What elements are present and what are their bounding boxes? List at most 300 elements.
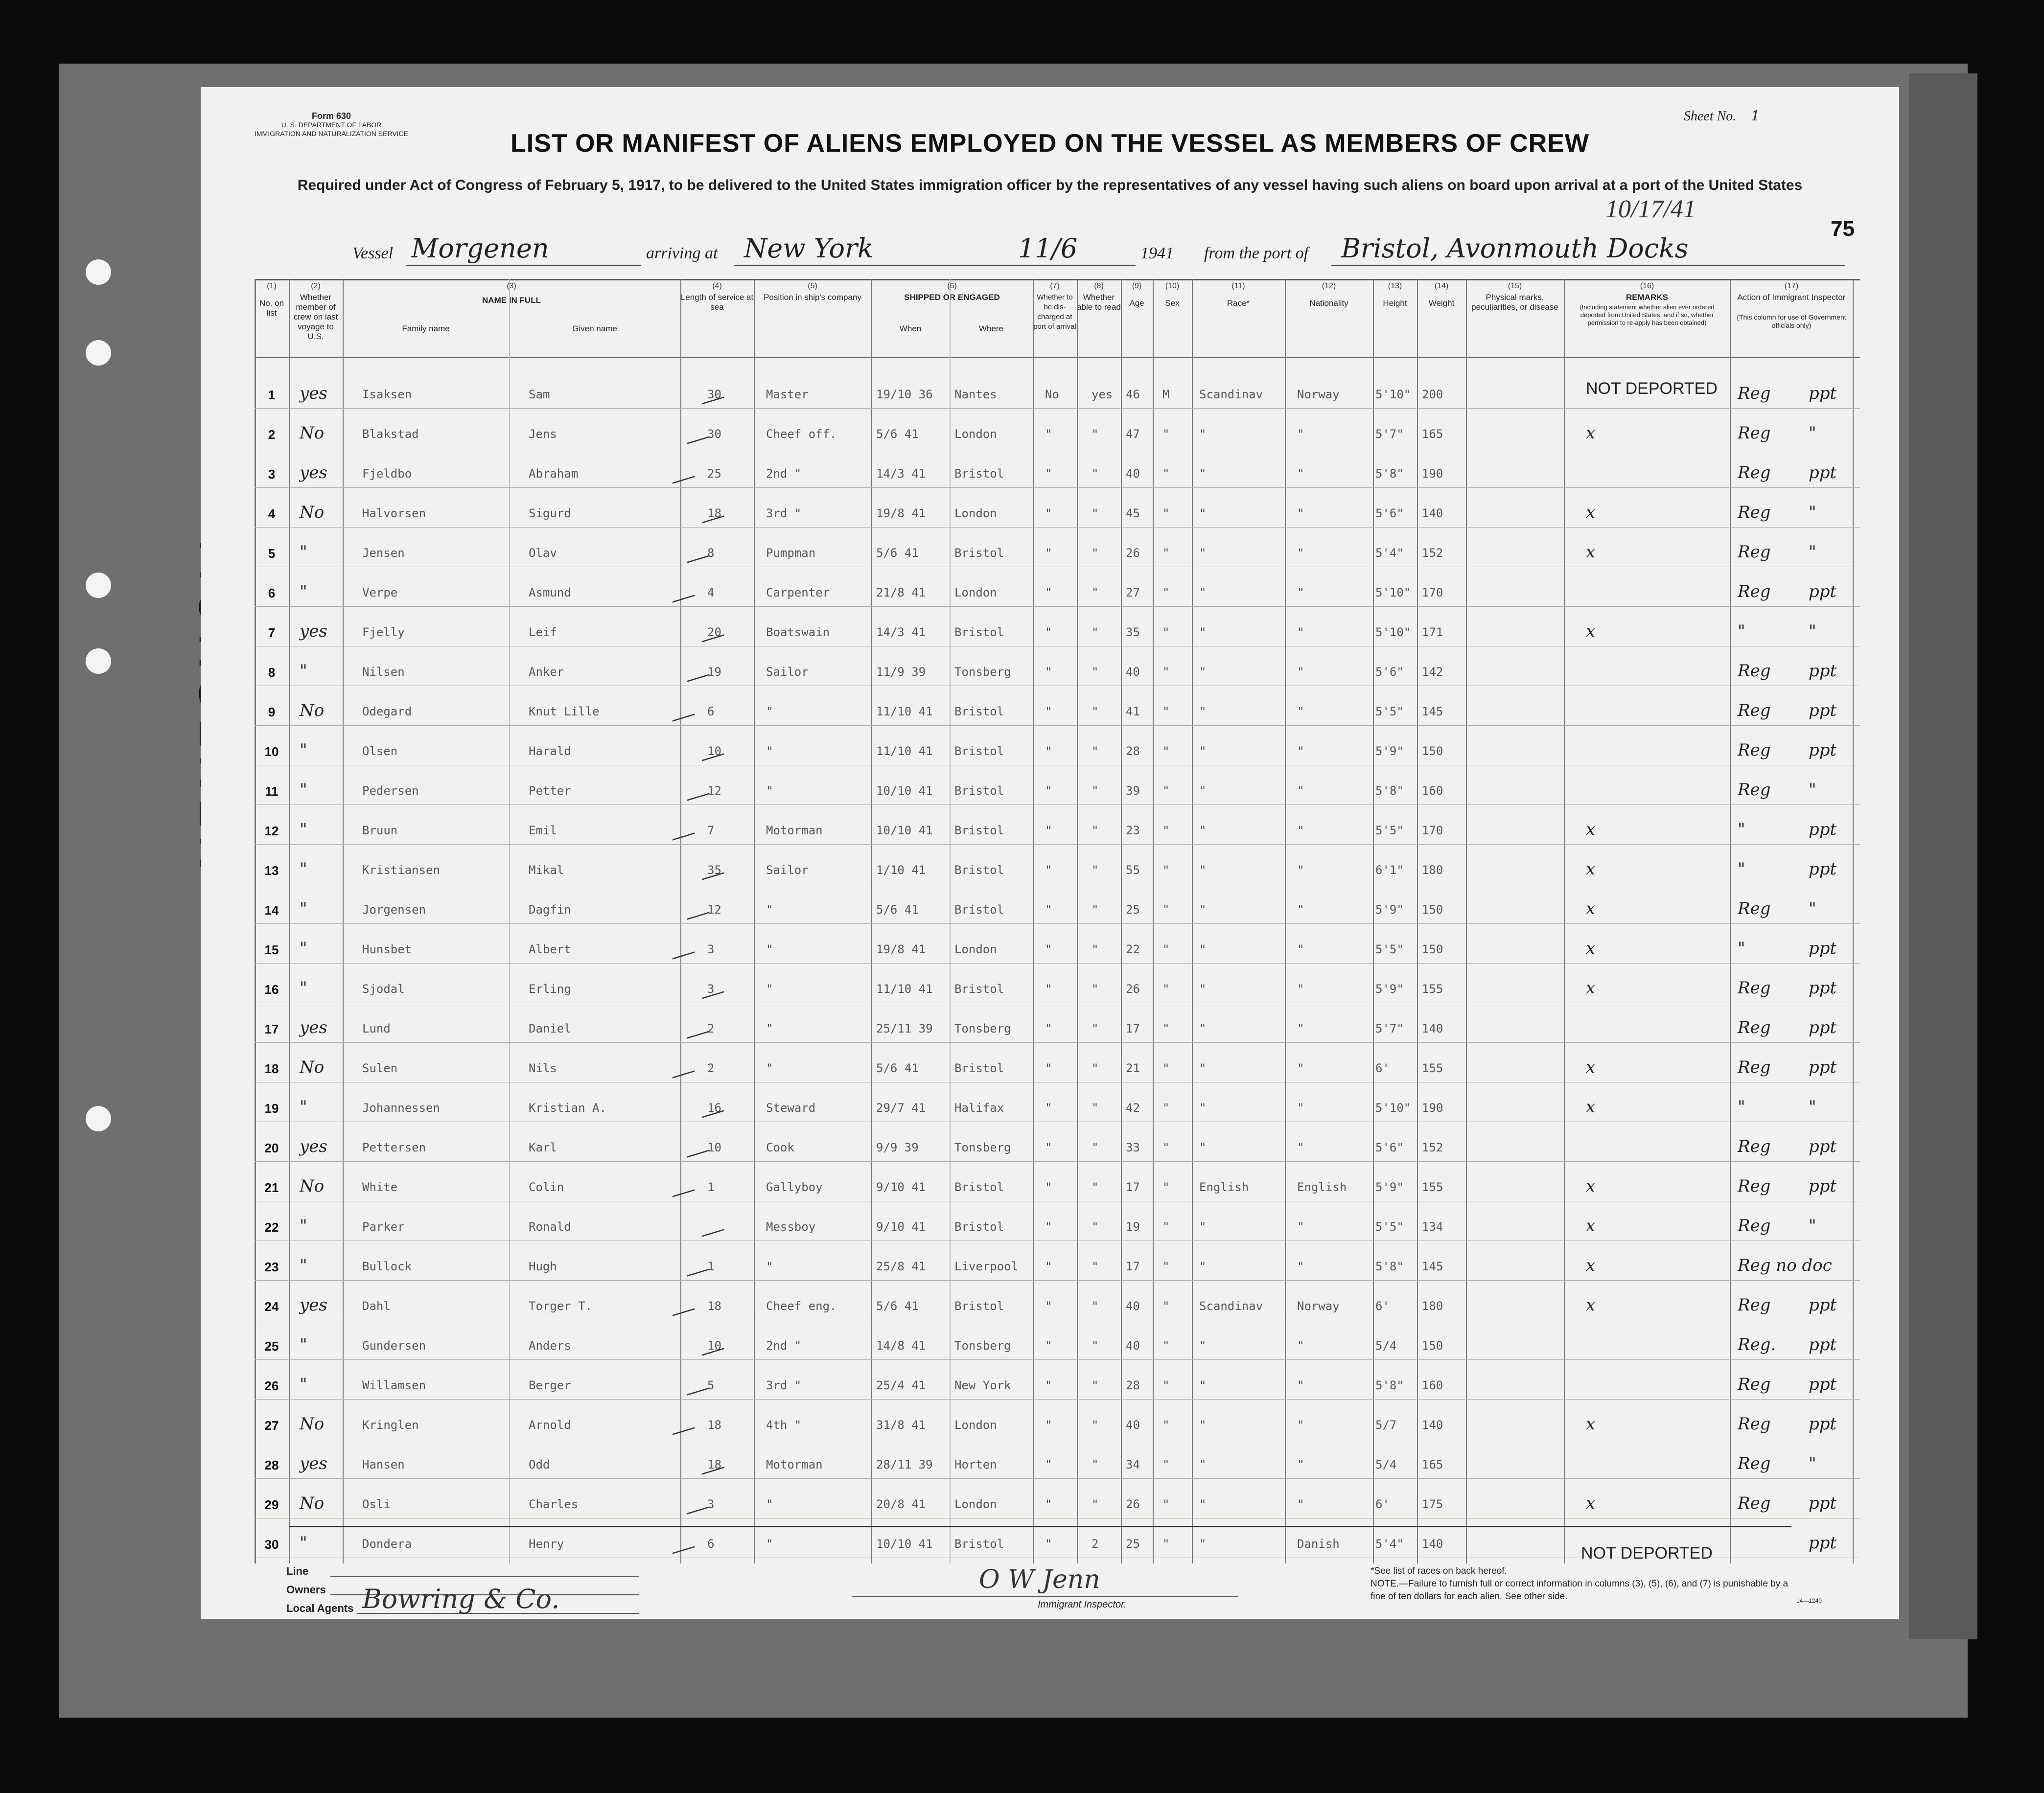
sex-value: " [1162,1260,1170,1273]
weight-value: 155 [1422,1061,1443,1075]
shipped-where: New York [954,1379,1011,1392]
local-agents-value: Bowring & Co. [362,1584,560,1614]
remarks-mark: x [1586,423,1596,443]
discharged-value: " [1045,903,1052,917]
discharged-value: " [1045,467,1052,481]
nationality-value: Norway [1297,1299,1340,1313]
nationality-value: " [1297,625,1304,639]
shipped-when: 31/8 41 [876,1418,926,1432]
shipped-when: 5/6 41 [876,1299,919,1313]
arriving-label: arriving at [646,244,718,262]
inspector-action: Reg [1738,1057,1771,1077]
remarks-mark: x [1586,1097,1596,1117]
family-name: Jensen [362,546,405,560]
race-value: " [1199,1497,1207,1511]
able-read-value: " [1092,1220,1099,1234]
given-name: Torger T. [529,1299,593,1313]
header-physical-marks: Physical marks, peculiarities, or disease [1471,293,1558,312]
family-name: Lund [362,1022,391,1035]
given-name: Petter [529,784,571,798]
shipped-where: Tonsberg [954,1339,1011,1353]
given-name: Colin [529,1180,564,1194]
family-name: Johannessen [362,1101,440,1115]
race-value: " [1199,1537,1207,1551]
height-value: 5'10" [1375,388,1411,401]
height-value: 5'9" [1375,982,1404,996]
shipped-when: 11/10 41 [876,744,933,758]
header-nationality: Nationality [1309,299,1348,308]
table-row [255,1125,1860,1161]
position-value: Sailor [766,665,809,679]
position-value: " [766,1260,773,1273]
discharged-value: " [1045,427,1052,441]
table-row [255,610,1860,646]
position-value: Steward [766,1101,816,1115]
given-name: Dagfin [529,903,571,917]
able-read-value: " [1092,1141,1099,1154]
shipped-where: London [954,427,997,441]
table-row [255,768,1860,805]
sex-value: " [1162,1220,1170,1234]
race-value: " [1199,1339,1207,1353]
sex-value: " [1162,1061,1170,1075]
shipped-where: Bristol [954,705,1004,718]
document-value: " [1809,1216,1816,1236]
height-value: 5'5" [1375,705,1404,718]
table-row [255,530,1860,567]
able-read-value: " [1092,1101,1099,1115]
age-value: 34 [1126,1458,1140,1471]
weight-value: 140 [1422,1418,1443,1432]
height-value: 5'4" [1375,1537,1404,1551]
document-value: ppt [1809,740,1837,760]
document-value: ppt [1809,1018,1837,1037]
last-voyage-value: " [300,740,307,760]
discharged-value: " [1045,1180,1052,1194]
manifest-header [201,87,1899,293]
inspector-action: Reg [1738,503,1771,522]
remarks-mark: x [1586,1494,1596,1513]
race-value: " [1199,744,1207,758]
position-value: Motorman [766,1458,823,1471]
inspector-action: Reg [1738,1216,1771,1236]
header-sex: Sex [1165,299,1180,308]
given-name: Charles [529,1497,579,1511]
remarks-mark: x [1586,978,1596,998]
inspector-action: " [1738,939,1745,958]
length-of-service: 4 [707,586,715,599]
given-name: Odd [529,1458,550,1471]
nationality-value: Norway [1297,388,1340,401]
table-row [255,887,1860,923]
age-value: 27 [1126,586,1140,599]
remarks-mark: x [1586,1414,1596,1434]
height-value: 5'6" [1375,665,1404,679]
inspector-action: Reg [1738,384,1771,403]
checkmark-icon [673,817,698,840]
nationality-value: " [1297,467,1304,481]
document-value: " [1809,503,1816,522]
length-of-service: 7 [707,824,715,837]
shipped-where: Bristol [954,824,1004,837]
col-number: (6) [947,282,957,290]
discharged-value: " [1045,942,1052,956]
header-position: Position in ship's company [764,293,861,302]
family-name: Pedersen [362,784,419,798]
shipped-when: 14/3 41 [876,625,926,639]
weight-value: 152 [1422,546,1443,560]
race-value: " [1199,1458,1207,1471]
last-voyage-value: " [300,780,307,800]
row-number: 11 [265,784,279,799]
able-read-value: " [1092,824,1099,837]
row-number: 1 [268,388,276,402]
age-value: 40 [1126,1339,1140,1353]
vessel-name: Morgenen [411,233,549,264]
length-of-service: 30 [707,388,721,401]
discharged-value: " [1045,863,1052,877]
weight-value: 152 [1422,1141,1443,1154]
able-read-value: " [1092,1458,1099,1471]
given-name: Jens [529,427,557,441]
inspector-action: Reg [1738,1018,1771,1037]
position-value: " [766,705,773,718]
position-value: " [766,1022,773,1035]
age-value: 41 [1126,705,1140,718]
age-value: 35 [1126,625,1140,639]
able-read-value: " [1092,586,1099,599]
shipped-when: 1/10 41 [876,863,926,877]
not-deported-stamp: NOT DEPORTED [1581,1544,1713,1563]
table-row [255,689,1860,725]
weight-value: 190 [1422,467,1443,481]
row-number: 26 [264,1379,279,1393]
shipped-when: 19/8 41 [876,942,926,956]
able-read-value: 2 [1092,1537,1099,1551]
length-of-service: 3 [707,1497,715,1511]
family-name: Verpe [362,586,398,599]
family-name: Isaksen [362,388,412,401]
position-value: " [766,982,773,996]
document-value: ppt [1809,384,1837,403]
weight-value: 142 [1422,665,1443,679]
age-value: 46 [1126,388,1140,401]
document-value: " [1809,1097,1816,1117]
family-name: Dahl [362,1299,391,1313]
able-read-value: " [1092,705,1099,718]
weight-value: 150 [1422,903,1443,917]
shipped-where: Bristol [954,903,1004,917]
checkmark-icon [673,1411,698,1435]
nationality-value: English [1297,1180,1347,1194]
shipped-when: 10/10 41 [876,1537,933,1551]
nationality-value: " [1297,705,1304,718]
shipped-where: Bristol [954,744,1004,758]
last-voyage-value: " [300,939,307,958]
given-name: Karl [529,1141,557,1154]
given-name: Anker [529,665,564,679]
row-number: 27 [264,1418,279,1433]
length-of-service: 2 [707,1022,715,1035]
discharged-value: " [1045,824,1052,837]
height-value: 6'1" [1375,863,1404,877]
height-value: 6' [1375,1061,1390,1075]
sex-value: " [1162,506,1170,520]
shipped-where: Bristol [954,863,1004,877]
height-value: 5'9" [1375,1180,1404,1194]
document-value: ppt [1809,820,1837,839]
height-value: 5'8" [1375,1260,1404,1273]
length-of-service: 3 [707,982,715,996]
shipped-when: 29/7 41 [876,1101,926,1115]
height-value: 5/7 [1375,1418,1397,1432]
nationality-value: " [1297,665,1304,679]
sheet-value: 1 [1751,108,1760,124]
height-value: 5/4 [1375,1458,1397,1471]
document-value: ppt [1809,1533,1837,1553]
able-read-value: " [1092,467,1099,481]
list-end-line [289,1526,1791,1527]
from-label: from the port of [1204,244,1309,262]
remarks-mark: x [1586,820,1596,839]
row-number: 14 [264,903,279,918]
given-name: Erling [529,982,571,996]
header-no-on-list: No. on list [259,299,284,318]
table-row [255,1165,1860,1201]
able-read-value: " [1092,784,1099,798]
nationality-value: " [1297,1339,1304,1353]
document-value: ppt [1809,463,1837,483]
header-name-in-full: NAME IN FULL [482,296,541,305]
discharged-value: " [1045,1299,1052,1313]
table-row [255,848,1860,884]
inspector-action: Reg [1738,780,1771,800]
height-value: 5'4" [1375,546,1404,560]
inspector-action: Reg [1738,978,1771,998]
sex-value: " [1162,625,1170,639]
table-row [255,1204,1860,1241]
form-service: IMMIGRATION AND NATURALIZATION SERVICE [255,130,408,138]
position-value: 4th " [766,1418,802,1432]
last-voyage-value: " [300,1335,307,1355]
race-value: " [1199,1220,1207,1234]
position-value: Gallyboy [766,1180,823,1194]
position-value: Motorman [766,824,823,837]
nationality-value: " [1297,744,1304,758]
checkmark-icon [702,1213,728,1237]
col-number: (14) [1434,282,1449,290]
document-value: ppt [1809,859,1837,879]
position-value: Master [766,388,809,401]
age-value: 40 [1126,1299,1140,1313]
nationality-value: " [1297,942,1304,956]
given-name: Hugh [529,1260,557,1273]
given-name: Berger [529,1379,571,1392]
given-name: Henry [529,1537,564,1551]
table-row [255,1244,1860,1280]
length-of-service: 12 [707,784,721,798]
given-name: Asmund [529,586,571,599]
nationality-value: Danish [1297,1537,1340,1551]
shipped-where: Bristol [954,625,1004,639]
last-voyage-value: No [300,1494,325,1513]
position-value: Cook [766,1141,794,1154]
family-name: Dondera [362,1537,412,1551]
col-number: (9) [1132,282,1142,290]
binder-hole [86,1106,111,1131]
weight-value: 160 [1422,784,1443,798]
nationality-value: " [1297,427,1304,441]
row-number: 25 [264,1339,279,1354]
form-code: 14—1240 [1796,1597,1822,1604]
shipped-when: 10/10 41 [876,784,933,798]
arrival-year: 1941 [1140,244,1174,262]
document-value: ppt [1809,661,1837,681]
last-voyage-value: " [300,859,307,879]
family-name: White [362,1180,398,1194]
agents-label: Local Agents [286,1602,354,1614]
table-row [255,1006,1860,1042]
document-value: ppt [1809,701,1837,720]
family-name: Kristiansen [362,863,440,877]
shipped-when: 25/11 39 [876,1022,933,1035]
shipped-when: 11/10 41 [876,982,933,996]
age-value: 45 [1126,506,1140,520]
remarks-mark: x [1586,1256,1596,1275]
document-value: " [1809,899,1816,919]
race-value: " [1199,903,1207,917]
inspector-action: Reg [1738,899,1771,919]
weight-value: 190 [1422,1101,1443,1115]
table-row [255,649,1860,686]
row-number: 19 [264,1101,279,1116]
header-remarks-note: (Including statement whether alien ever ordered deported from United States, and if so, whether permission to re-apply has been obtained) [1579,303,1715,326]
document-value: " [1809,1454,1816,1473]
length-of-service: 10 [707,744,721,758]
weight-value: 200 [1422,388,1443,401]
shipped-where: Tonsberg [954,1022,1011,1035]
shipped-when: 28/11 39 [876,1458,933,1471]
document-value: " [1809,780,1816,800]
given-name: Emil [529,824,557,837]
table-row [255,1402,1860,1439]
row-number: 10 [264,744,279,759]
height-value: 5'8" [1375,467,1404,481]
remarks-mark: x [1586,1295,1596,1315]
family-name: Fjeldbo [362,467,412,481]
shipped-where: London [954,1418,997,1432]
header-discharged: Whether to be dis-charged at port of arrival [1033,293,1076,331]
row-number: 12 [264,824,279,838]
discharged-value: No [1045,388,1059,401]
nationality-value: " [1297,1220,1304,1234]
able-read-value: " [1092,982,1099,996]
race-value: Scandinav [1199,388,1263,401]
table-row [255,1442,1860,1478]
shipped-when: 5/6 41 [876,1061,919,1075]
weight-value: 150 [1422,942,1443,956]
sex-value: " [1162,665,1170,679]
document-value: ppt [1809,582,1837,601]
discharged-value: " [1045,744,1052,758]
inspector-action: Reg [1738,1176,1771,1196]
discharged-value: " [1045,1458,1052,1471]
length-of-service: 19 [707,665,721,679]
header-action: Action of Immigrant Inspector [1737,293,1846,302]
discharged-value: " [1045,546,1052,560]
given-name: Abraham [529,467,579,481]
inspector-action: Reg [1738,542,1771,562]
length-of-service: 3 [707,942,715,956]
row-number: 21 [264,1180,279,1195]
col-number: (13) [1388,282,1402,290]
height-value: 5'6" [1375,1141,1404,1154]
row-number: 13 [264,863,279,878]
length-of-service: 2 [707,1061,715,1075]
discharged-value: " [1045,1022,1052,1035]
discharged-value: " [1045,982,1052,996]
length-of-service: 18 [707,1299,721,1313]
able-read-value: " [1092,1418,1099,1432]
last-voyage-value: " [300,820,307,839]
able-read-value: " [1092,744,1099,758]
sex-value: " [1162,546,1170,560]
family-name: Nilsen [362,665,405,679]
given-name: Nils [529,1061,557,1075]
able-read-value: " [1092,942,1099,956]
remarks-mark: x [1586,621,1596,641]
discharged-value: " [1045,586,1052,599]
col-number: (10) [1165,282,1180,290]
col-number: (15) [1508,282,1522,290]
given-name: Daniel [529,1022,571,1035]
checkmark-icon [673,579,698,602]
discharged-value: " [1045,665,1052,679]
sex-value: M [1162,388,1170,401]
header-height: Height [1383,299,1407,308]
document-value: " [1809,621,1816,641]
nationality-value: " [1297,586,1304,599]
age-value: 40 [1126,467,1140,481]
able-read-value: " [1092,903,1099,917]
weight-value: 170 [1422,824,1443,837]
binder-hole [86,259,111,285]
able-read-value: " [1092,1260,1099,1273]
remarks-mark: x [1586,503,1596,522]
inspector-action: Reg no doc [1738,1256,1832,1275]
document-value: ppt [1809,1494,1837,1513]
shipped-when: 5/6 41 [876,903,919,917]
family-name: Hunsbet [362,942,412,956]
able-read-value: " [1092,1180,1099,1194]
last-voyage-value: No [300,1057,325,1077]
sex-value: " [1162,1537,1170,1551]
race-value: " [1199,824,1207,837]
checkmark-icon [673,1292,698,1316]
family-name: Parker [362,1220,405,1234]
discharged-value: " [1045,1220,1052,1234]
last-voyage-value: " [300,542,307,562]
weight-value: 180 [1422,1299,1443,1313]
weight-value: 145 [1422,1260,1443,1273]
shipped-where: Nantes [954,388,997,401]
given-name: Mikal [529,863,564,877]
table-row [255,372,1860,408]
inspector-action: Reg [1738,423,1771,443]
manifest-title: LIST OR MANIFEST OF ALIENS EMPLOYED ON THE VESSEL AS MEMBERS OF CREW [511,129,1589,158]
shipped-when: 9/9 39 [876,1141,919,1154]
height-value: 5'10" [1375,586,1411,599]
